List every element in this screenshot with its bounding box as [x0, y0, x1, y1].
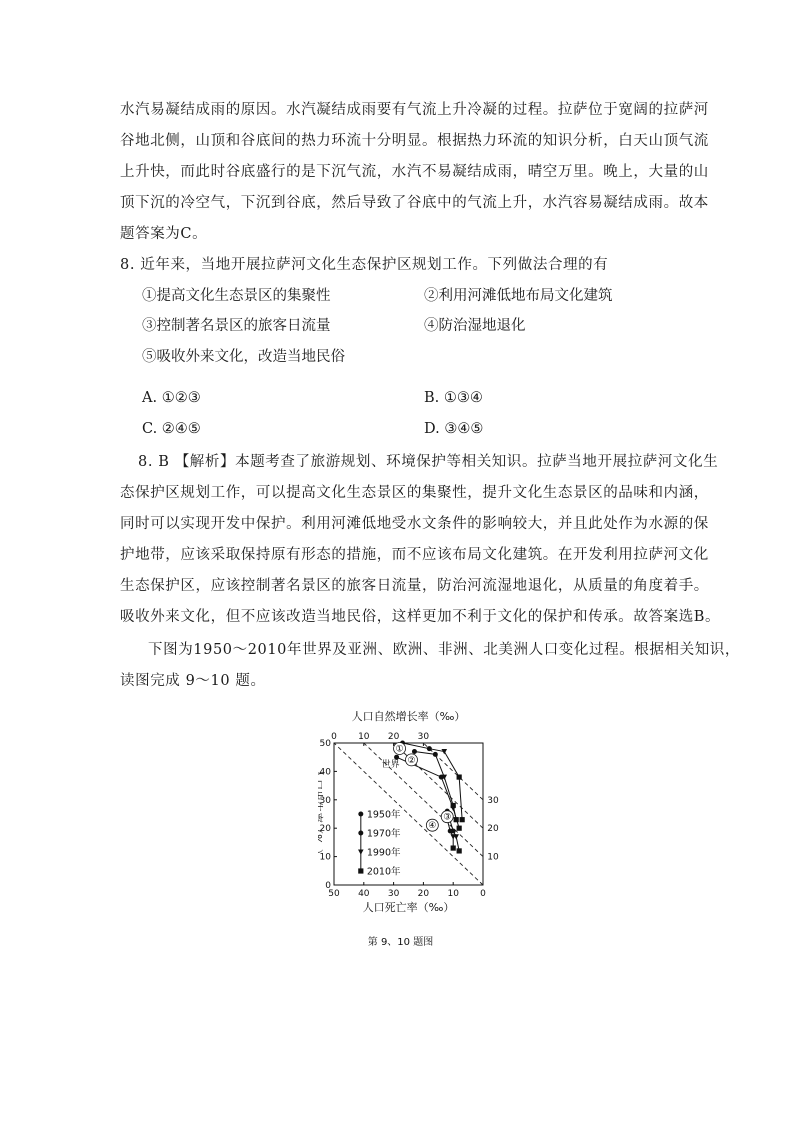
- paragraph-line: 顶下沉的冷空气，下沉到谷底，然后导致了谷底中的气流上升，水汽容易凝结成雨。故本: [120, 195, 709, 211]
- legend-label: 2010年: [366, 866, 401, 878]
- legend-label: 1990年: [366, 847, 401, 859]
- right-tick-label: 10: [487, 852, 499, 863]
- x-tick-label: 10: [447, 889, 459, 899]
- question-stem: 8. 近年来，当地开展拉萨河文化生态保护区规划工作。下列做法合理的有: [120, 257, 609, 273]
- data-point: [457, 848, 462, 853]
- paragraph-line: 题答案为C。: [120, 226, 208, 242]
- data-point: [457, 774, 462, 779]
- series-label: 世界: [381, 760, 400, 771]
- series-label: ②: [407, 755, 416, 766]
- question-item: ③控制著名景区的旅客日流量: [142, 318, 331, 334]
- legend-label: 1970年: [366, 828, 401, 840]
- y-axis-label: 人口出生率（‰）: [318, 768, 324, 860]
- intro-line: 读图完成 9～10 题。: [120, 673, 266, 689]
- data-point: [451, 845, 456, 850]
- question-item: ④防治湿地退化: [424, 318, 526, 334]
- data-point: [394, 755, 399, 760]
- top-tick-label: 20: [387, 732, 400, 742]
- top-tick-label: 0: [331, 732, 337, 742]
- legend-marker: [358, 850, 364, 855]
- question-item: ①提高文化生态景区的集聚性: [142, 288, 331, 304]
- answer-choice: A. ①②③: [142, 390, 201, 406]
- x-axis-label: 人口死亡率（‰）: [362, 901, 455, 914]
- legend-marker: [358, 868, 363, 873]
- figure-caption: 第 9、10 题图: [367, 937, 434, 948]
- y-tick-label: 30: [319, 795, 331, 806]
- series-label: ③: [443, 812, 452, 823]
- x-tick-label: 0: [480, 889, 486, 899]
- data-point: [439, 775, 444, 780]
- x-tick-label: 40: [358, 889, 370, 899]
- y-tick-label: 10: [319, 852, 331, 863]
- answer-line: 态保护区规划工作，可以提高文化生态景区的集聚性，提升文化生态景区的品味和内涵，: [120, 485, 709, 501]
- series-line: [447, 820, 453, 848]
- y-tick-label: 0: [325, 881, 331, 891]
- data-point: [412, 749, 417, 754]
- growth-rate-diagonal: [423, 743, 483, 800]
- answer-choice: C. ②④⑤: [142, 421, 201, 437]
- legend-label: 1950年: [366, 809, 401, 821]
- answer-line: 8. B 【解析】本题考查了旅游规划、环境保护等相关知识。拉萨当地开展拉萨河文化生: [138, 454, 719, 470]
- x-tick-label: 30: [387, 889, 400, 899]
- series-label: ①: [395, 744, 404, 755]
- legend-marker: [358, 831, 363, 836]
- answer-line: 吸收外来文化，但不应该改造当地民俗，这样更加不利于文化的保护和传承。故答案选B。: [120, 609, 721, 625]
- chart-title: 人口自然增长率（‰）: [351, 710, 466, 723]
- data-point: [448, 829, 453, 834]
- answer-choice: D. ③④⑤: [424, 421, 484, 437]
- series-label: ④: [428, 821, 437, 832]
- data-point: [441, 749, 447, 754]
- top-tick-label: 10: [358, 732, 370, 742]
- legend-marker: [358, 812, 363, 817]
- y-tick-label: 50: [319, 739, 331, 749]
- intro-line: 下图为1950～2010年世界及亚洲、欧洲、非洲、北美洲人口变化过程。根据相关知识，: [148, 642, 740, 658]
- top-tick-label: 30: [417, 732, 430, 742]
- x-tick-label: 50: [328, 889, 340, 899]
- paragraph-line: 上升快，而此时谷底盛行的是下沉气流，水汽不易凝结成雨，晴空万里。晚上，大量的山: [120, 164, 709, 180]
- answer-line: 同时可以实现开发中保护。利用河滩低地受水文条件的影响较大，并且此处作为水源的保: [120, 516, 709, 532]
- data-point: [450, 806, 456, 811]
- data-point: [457, 826, 462, 831]
- answer-line: 生态保护区，应该控制著名景区的旅客日流量，防治河流湿地退化，从质量的角度着手。: [120, 578, 709, 594]
- question-item: ⑤吸收外来文化，改造当地民俗: [142, 349, 345, 365]
- answer-line: 护地带，应该采取保持原有形态的措施，而不应该布局文化建筑。在开发利用拉萨河文化: [120, 547, 709, 563]
- answer-choice: B. ①③④: [424, 390, 483, 406]
- data-point: [433, 752, 438, 757]
- population-chart: [318, 705, 503, 950]
- right-tick-label: 20: [487, 824, 499, 835]
- x-tick-label: 20: [417, 889, 430, 899]
- paragraph-line: 水汽易凝结成雨的原因。水汽凝结成雨要有气流上升冷凝的过程。拉萨位于宽阔的拉萨河: [120, 102, 709, 118]
- y-tick-label: 40: [319, 767, 331, 778]
- data-point: [460, 817, 465, 822]
- question-item: ②利用河滩低地布局文化建筑: [424, 288, 613, 304]
- data-point: [427, 746, 432, 751]
- right-tick-label: 30: [487, 795, 499, 806]
- paragraph-line: 谷地北侧，山顶和谷底间的热力环流十分明显。根据热力环流的知识分析，白天山顶气流: [120, 133, 709, 149]
- y-tick-label: 20: [319, 824, 331, 835]
